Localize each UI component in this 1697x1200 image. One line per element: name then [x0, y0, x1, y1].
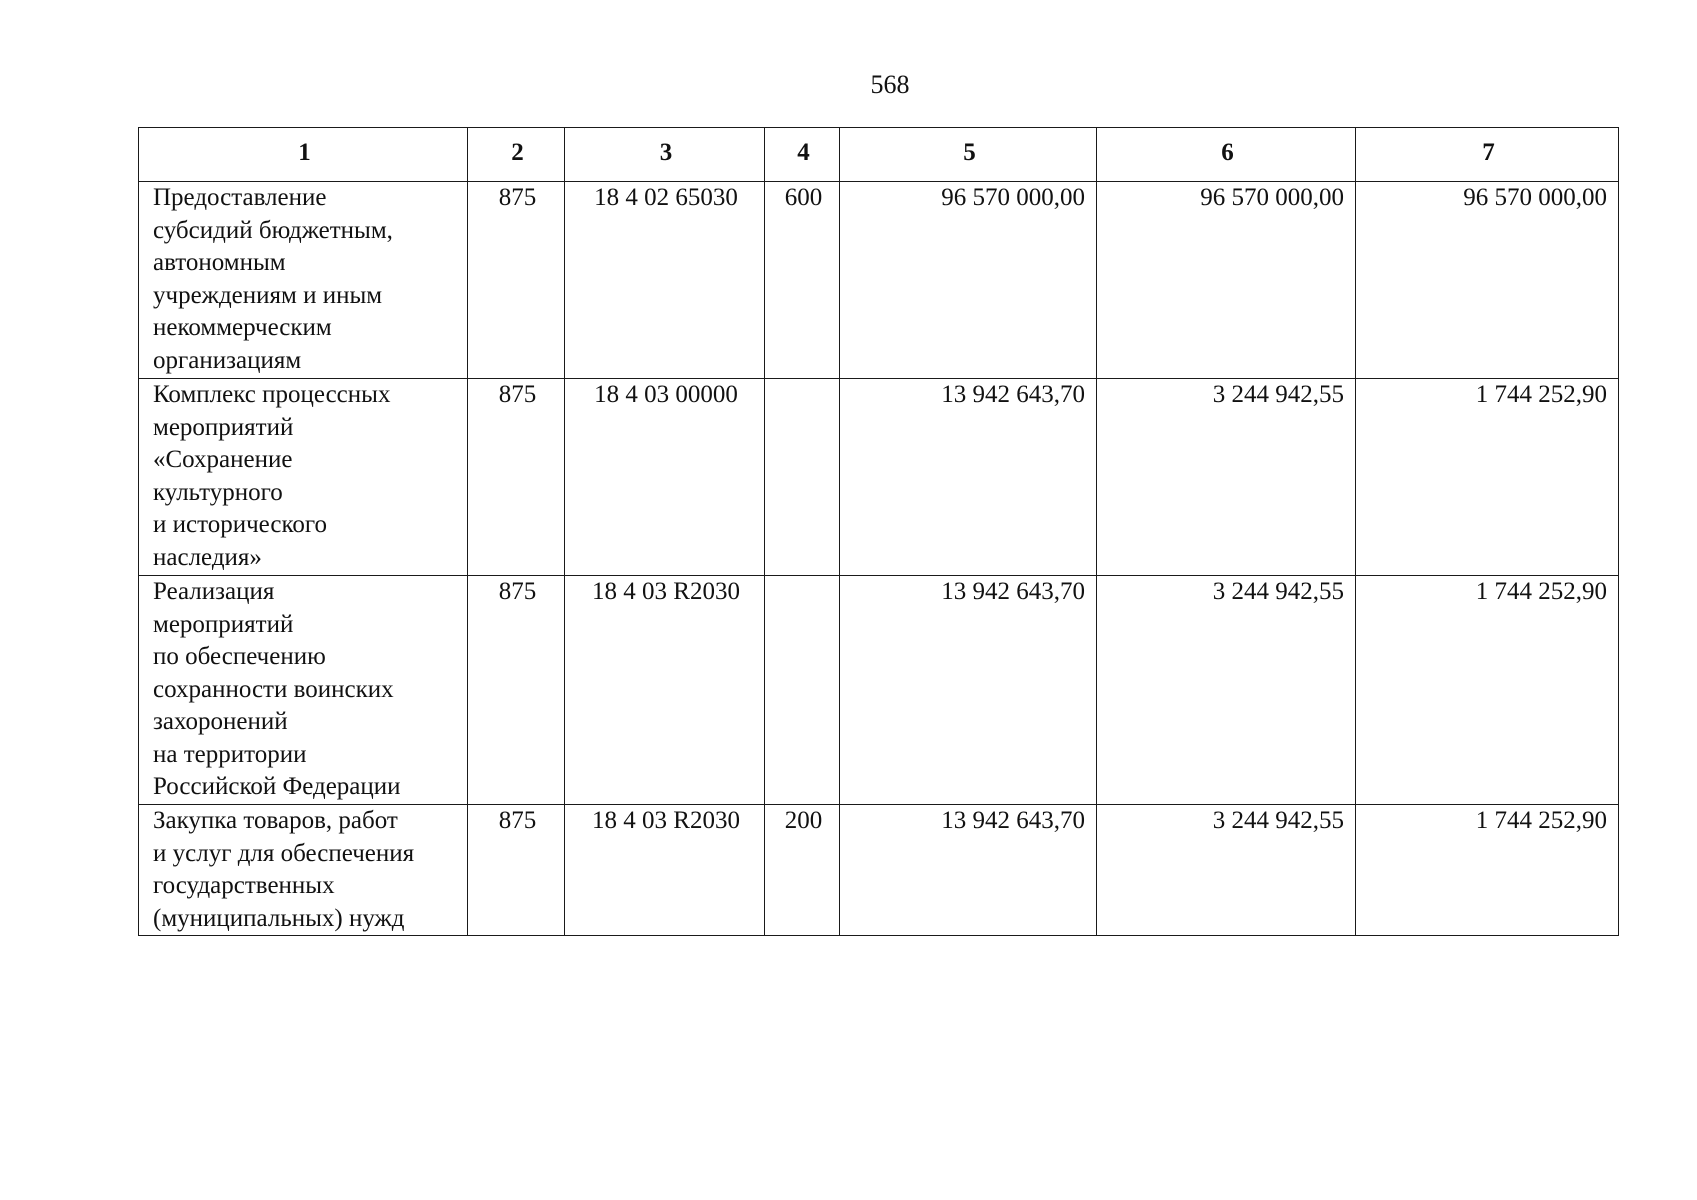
amount-cell-6: 3 244 942,55	[1097, 576, 1356, 805]
table-header-row	[139, 128, 1619, 182]
row-name-line: и исторического	[153, 511, 327, 538]
table-row	[139, 379, 1619, 576]
row-name-line: субсидий бюджетным,	[153, 216, 393, 244]
row-name-line: «Сохранение	[153, 446, 293, 473]
expense-type-cell	[765, 379, 840, 576]
expense-type-cell: 200	[765, 805, 840, 936]
table-row	[139, 182, 1619, 379]
row-name-line: и услуг для обеспечения	[153, 839, 415, 867]
row-name-line: Реализация	[153, 578, 275, 605]
table-row	[139, 805, 1619, 936]
amount-cell-5: 13 942 643,70	[840, 379, 1097, 576]
row-name-line: некоммерческим	[153, 314, 332, 341]
department-code-cell: 875	[468, 576, 565, 805]
row-name-line: по обеспечению	[153, 643, 326, 670]
row-name-line: на территории	[153, 740, 307, 768]
amount-cell-7: 96 570 000,00	[1356, 182, 1619, 379]
expense-type-cell: 600	[765, 182, 840, 379]
amount-cell-5: 13 942 643,70	[840, 805, 1097, 936]
row-name-line: Предоставление	[153, 184, 327, 211]
department-code-cell: 875	[468, 182, 565, 379]
column-header-7: 7	[1356, 128, 1619, 182]
row-name-line: культурного	[153, 478, 283, 506]
row-name-line: Российской Федерации	[153, 773, 401, 800]
budget-table	[138, 127, 1619, 936]
target-article-cell: 18 4 03 R2030	[565, 805, 765, 936]
page-number: 568	[870, 70, 910, 99]
row-name-line: Комплекс процессных	[153, 381, 391, 408]
amount-cell-6: 96 570 000,00	[1097, 182, 1356, 379]
row-name-cell	[139, 182, 468, 379]
row-name-line: автономным	[153, 249, 286, 276]
column-header-4: 4	[765, 128, 840, 182]
row-name-cell	[139, 805, 468, 936]
column-header-1: 1	[139, 128, 468, 182]
amount-cell-5: 13 942 643,70	[840, 576, 1097, 805]
amount-cell-7: 1 744 252,90	[1356, 379, 1619, 576]
column-header-5: 5	[840, 128, 1097, 182]
amount-cell-7: 1 744 252,90	[1356, 576, 1619, 805]
row-name-line: Закупка товаров, работ	[153, 807, 398, 834]
amount-cell-6: 3 244 942,55	[1097, 379, 1356, 576]
amount-cell-6: 3 244 942,55	[1097, 805, 1356, 936]
row-name-line: мероприятий	[153, 610, 294, 638]
row-name-line: сохранности воинских	[153, 675, 394, 703]
row-name-line: наследия»	[153, 543, 262, 571]
target-article-cell: 18 4 02 65030	[565, 182, 765, 379]
row-name-line: организациям	[153, 346, 302, 374]
amount-cell-7: 1 744 252,90	[1356, 805, 1619, 936]
column-header-2: 2	[468, 128, 565, 182]
target-article-cell: 18 4 03 00000	[565, 379, 765, 576]
column-header-6: 6	[1097, 128, 1356, 182]
expense-type-cell	[765, 576, 840, 805]
department-code-cell: 875	[468, 805, 565, 936]
target-article-cell: 18 4 03 R2030	[565, 576, 765, 805]
department-code-cell: 875	[468, 379, 565, 576]
row-name-line: (муниципальных) нужд	[153, 904, 405, 932]
row-name-line: учреждениям и иным	[153, 281, 383, 309]
row-name-cell	[139, 379, 468, 576]
row-name-line: мероприятий	[153, 413, 294, 441]
table-row	[139, 576, 1619, 805]
column-header-3: 3	[565, 128, 765, 182]
row-name-line: государственных	[153, 872, 335, 899]
row-name-cell	[139, 576, 468, 805]
amount-cell-5: 96 570 000,00	[840, 182, 1097, 379]
row-name-line: захоронений	[153, 708, 288, 735]
